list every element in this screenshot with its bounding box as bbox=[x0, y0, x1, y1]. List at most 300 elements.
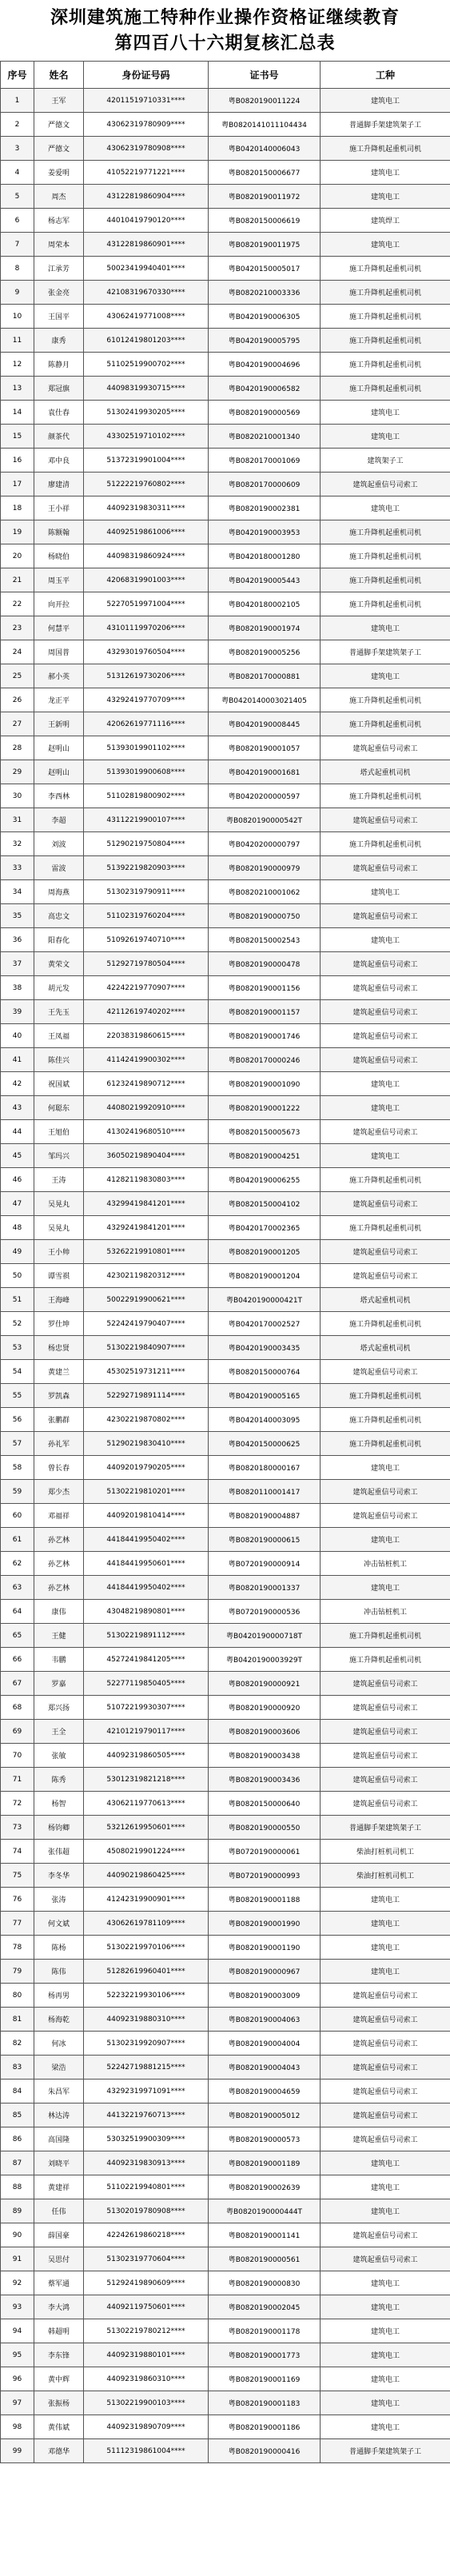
cell-name: 任伟 bbox=[34, 2199, 84, 2223]
cell-name: 王旭伯 bbox=[34, 1120, 84, 1144]
cell-job-type: 建筑电工 bbox=[321, 1576, 450, 1600]
cell-name: 杨钧卿 bbox=[34, 1816, 84, 1840]
cell-index: 50 bbox=[1, 1264, 34, 1288]
cell-name: 黄建兰 bbox=[34, 1360, 84, 1384]
table-row bbox=[1, 928, 450, 952]
cell-name: 严德文 bbox=[34, 113, 84, 137]
table-row bbox=[1, 1120, 450, 1144]
cell-id-number: 43062119770613**** bbox=[84, 1792, 209, 1816]
cell-certificate-number: 粤B0420190003929T bbox=[209, 1648, 321, 1672]
cell-job-type: 建筑电工 bbox=[321, 2295, 450, 2319]
cell-id-number: 51102219940801**** bbox=[84, 2175, 209, 2199]
cell-id-number: 44080219920910**** bbox=[84, 1096, 209, 1120]
table-row bbox=[1, 2032, 450, 2056]
cell-job-type: 建筑起重信号司索工 bbox=[321, 2103, 450, 2127]
cell-job-type: 建筑电工 bbox=[321, 2175, 450, 2199]
cell-name: 黄建祥 bbox=[34, 2175, 84, 2199]
review-summary-table bbox=[0, 61, 450, 2463]
cell-id-number: 51302219891112**** bbox=[84, 1624, 209, 1648]
header-id-number: 身份证号码 bbox=[84, 62, 209, 89]
cell-certificate-number: 粤B0420190005795 bbox=[209, 329, 321, 353]
cell-id-number: 44184419950601**** bbox=[84, 1552, 209, 1576]
cell-index: 44 bbox=[1, 1120, 34, 1144]
cell-certificate-number: 粤B0820190011975 bbox=[209, 233, 321, 257]
cell-name: 薛国豪 bbox=[34, 2223, 84, 2247]
table-row bbox=[1, 1840, 450, 1864]
cell-name: 胡元发 bbox=[34, 976, 84, 1000]
cell-certificate-number: 粤B0820190001974 bbox=[209, 616, 321, 640]
table-row bbox=[1, 1240, 450, 1264]
cell-id-number: 44184419950402**** bbox=[84, 1528, 209, 1552]
cell-certificate-number: 粤B0420190000421T bbox=[209, 1288, 321, 1312]
cell-name: 张敏 bbox=[34, 1744, 84, 1768]
cell-id-number: 51302219970106**** bbox=[84, 1936, 209, 1960]
cell-job-type: 建筑起重信号司索工 bbox=[321, 2008, 450, 2032]
cell-id-number: 61232419890712**** bbox=[84, 1072, 209, 1096]
cell-name: 陈杨 bbox=[34, 1936, 84, 1960]
cell-id-number: 51102819800902**** bbox=[84, 784, 209, 808]
cell-job-type: 建筑电工 bbox=[321, 2367, 450, 2391]
table-row bbox=[1, 2343, 450, 2367]
cell-certificate-number: 粤B0820190001746 bbox=[209, 1024, 321, 1048]
cell-index: 24 bbox=[1, 640, 34, 664]
cell-certificate-number: 粤B0420140003095 bbox=[209, 1408, 321, 1432]
cell-index: 47 bbox=[1, 1192, 34, 1216]
cell-index: 53 bbox=[1, 1336, 34, 1360]
cell-name: 龙正平 bbox=[34, 688, 84, 712]
cell-job-type: 建筑起重信号司索工 bbox=[321, 1120, 450, 1144]
cell-name: 邹玛兴 bbox=[34, 1144, 84, 1168]
cell-job-type: 建筑起重信号司索工 bbox=[321, 904, 450, 928]
table-row bbox=[1, 808, 450, 832]
cell-job-type: 建筑起重信号司索工 bbox=[321, 1000, 450, 1024]
cell-index: 2 bbox=[1, 113, 34, 137]
cell-job-type: 施工升降机起重机司机 bbox=[321, 1624, 450, 1648]
cell-job-type: 施工升降机起重机司机 bbox=[321, 544, 450, 568]
cell-name: 蔡军通 bbox=[34, 2271, 84, 2295]
cell-certificate-number: 粤B0820190004251 bbox=[209, 1144, 321, 1168]
cell-index: 21 bbox=[1, 568, 34, 592]
cell-index: 70 bbox=[1, 1744, 34, 1768]
cell-certificate-number: 粤B0820190002381 bbox=[209, 496, 321, 520]
table-row bbox=[1, 1768, 450, 1792]
table-row bbox=[1, 1528, 450, 1552]
cell-certificate-number: 粤B0820190001337 bbox=[209, 1576, 321, 1600]
cell-index: 91 bbox=[1, 2247, 34, 2271]
table-row bbox=[1, 736, 450, 760]
cell-name: 张鹏群 bbox=[34, 1408, 84, 1432]
cell-id-number: 41052219771221**** bbox=[84, 161, 209, 185]
cell-id-number: 43062319780909**** bbox=[84, 113, 209, 137]
cell-name: 高国隆 bbox=[34, 2127, 84, 2151]
cell-job-type: 施工升降机起重机司机 bbox=[321, 568, 450, 592]
cell-id-number: 53262219910801**** bbox=[84, 1240, 209, 1264]
cell-job-type: 施工升降机起重机司机 bbox=[321, 1648, 450, 1672]
cell-index: 84 bbox=[1, 2080, 34, 2103]
cell-name: 罗凯森 bbox=[34, 1384, 84, 1408]
cell-certificate-number: 粤B0820150000764 bbox=[209, 1360, 321, 1384]
cell-index: 28 bbox=[1, 736, 34, 760]
cell-index: 18 bbox=[1, 496, 34, 520]
cell-job-type: 建筑电工 bbox=[321, 664, 450, 688]
cell-certificate-number: 粤B0820190003436 bbox=[209, 1768, 321, 1792]
cell-id-number: 51302219840907**** bbox=[84, 1336, 209, 1360]
cell-certificate-number: 粤B0820190000569 bbox=[209, 401, 321, 425]
cell-index: 49 bbox=[1, 1240, 34, 1264]
cell-job-type: 施工升降机起重机司机 bbox=[321, 1408, 450, 1432]
cell-index: 72 bbox=[1, 1792, 34, 1816]
cell-index: 92 bbox=[1, 2271, 34, 2295]
table-row bbox=[1, 1720, 450, 1744]
cell-certificate-number: 粤B0420150005017 bbox=[209, 257, 321, 281]
cell-id-number: 44010419790120**** bbox=[84, 209, 209, 233]
table-row bbox=[1, 1168, 450, 1192]
cell-index: 63 bbox=[1, 1576, 34, 1600]
table-row bbox=[1, 1192, 450, 1216]
table-row bbox=[1, 1408, 450, 1432]
table-row bbox=[1, 544, 450, 568]
cell-name: 江承芳 bbox=[34, 257, 84, 281]
table-row bbox=[1, 185, 450, 209]
cell-job-type: 施工升降机起重机司机 bbox=[321, 257, 450, 281]
cell-job-type: 建筑起重信号司索工 bbox=[321, 2127, 450, 2151]
cell-index: 83 bbox=[1, 2056, 34, 2080]
table-row bbox=[1, 2391, 450, 2415]
cell-certificate-number: 粤B0820190001990 bbox=[209, 1912, 321, 1936]
table-row bbox=[1, 640, 450, 664]
cell-certificate-number: 粤B0420190006255 bbox=[209, 1168, 321, 1192]
table-row bbox=[1, 1264, 450, 1288]
cell-index: 71 bbox=[1, 1768, 34, 1792]
cell-name: 杨再男 bbox=[34, 1984, 84, 2008]
cell-certificate-number: 粤B0820190000573 bbox=[209, 2127, 321, 2151]
table-row bbox=[1, 1744, 450, 1768]
cell-certificate-number: 粤B0820210003336 bbox=[209, 281, 321, 305]
cell-job-type: 柴油打桩机司机工 bbox=[321, 1864, 450, 1888]
cell-certificate-number: 粤B0820150005673 bbox=[209, 1120, 321, 1144]
cell-certificate-number: 粤B0820190011972 bbox=[209, 185, 321, 209]
cell-name: 王先玉 bbox=[34, 1000, 84, 1024]
cell-job-type: 建筑电工 bbox=[321, 496, 450, 520]
cell-index: 82 bbox=[1, 2032, 34, 2056]
cell-name: 周杰 bbox=[34, 185, 84, 209]
cell-id-number: 42302219870802**** bbox=[84, 1408, 209, 1432]
cell-job-type: 施工升降机起重机司机 bbox=[321, 137, 450, 161]
table-row bbox=[1, 353, 450, 377]
table-row bbox=[1, 1288, 450, 1312]
header-certificate-number: 证书号 bbox=[209, 62, 321, 89]
cell-certificate-number: 粤B0820190001222 bbox=[209, 1096, 321, 1120]
table-row bbox=[1, 688, 450, 712]
cell-name: 陈静月 bbox=[34, 353, 84, 377]
cell-index: 48 bbox=[1, 1216, 34, 1240]
cell-name: 陈秀 bbox=[34, 1768, 84, 1792]
cell-certificate-number: 粤B0820190000615 bbox=[209, 1528, 321, 1552]
cell-certificate-number: 粤B0420190004696 bbox=[209, 353, 321, 377]
cell-id-number: 44184419950402**** bbox=[84, 1576, 209, 1600]
cell-index: 77 bbox=[1, 1912, 34, 1936]
table-row bbox=[1, 2008, 450, 2032]
table-row bbox=[1, 880, 450, 904]
cell-certificate-number: 粤B0820190001169 bbox=[209, 2367, 321, 2391]
table-row bbox=[1, 1072, 450, 1096]
table-row bbox=[1, 616, 450, 640]
cell-job-type: 施工升降机起重机司机 bbox=[321, 377, 450, 401]
cell-job-type: 建筑起重信号司索工 bbox=[321, 1240, 450, 1264]
cell-index: 88 bbox=[1, 2175, 34, 2199]
cell-job-type: 施工升降机起重机司机 bbox=[321, 832, 450, 856]
cell-name: 罗仕坤 bbox=[34, 1312, 84, 1336]
cell-name: 祝国斌 bbox=[34, 1072, 84, 1096]
cell-job-type: 普通脚手架建筑架子工 bbox=[321, 640, 450, 664]
cell-index: 61 bbox=[1, 1528, 34, 1552]
cell-job-type: 塔式起重机司机 bbox=[321, 1336, 450, 1360]
cell-name: 杨忠贤 bbox=[34, 1336, 84, 1360]
cell-index: 7 bbox=[1, 233, 34, 257]
cell-certificate-number: 粤B0820190004043 bbox=[209, 2056, 321, 2080]
cell-id-number: 42068319901003**** bbox=[84, 568, 209, 592]
cell-index: 81 bbox=[1, 2008, 34, 2032]
cell-index: 51 bbox=[1, 1288, 34, 1312]
cell-name: 王涛 bbox=[34, 1168, 84, 1192]
cell-id-number: 52242419790407**** bbox=[84, 1312, 209, 1336]
cell-name: 谭雪祺 bbox=[34, 1264, 84, 1288]
cell-name: 王海峰 bbox=[34, 1288, 84, 1312]
table-row bbox=[1, 2175, 450, 2199]
cell-job-type: 建筑起重信号司索工 bbox=[321, 1696, 450, 1720]
cell-certificate-number: 粤B0820190000967 bbox=[209, 1960, 321, 1984]
table-row bbox=[1, 520, 450, 544]
table-row bbox=[1, 592, 450, 616]
cell-id-number: 43293019760504**** bbox=[84, 640, 209, 664]
cell-index: 30 bbox=[1, 784, 34, 808]
cell-id-number: 52292719891114**** bbox=[84, 1384, 209, 1408]
cell-id-number: 50023419940401**** bbox=[84, 257, 209, 281]
cell-certificate-number: 粤B0820190001190 bbox=[209, 1936, 321, 1960]
table-row bbox=[1, 1624, 450, 1648]
cell-name: 姜爱明 bbox=[34, 161, 84, 185]
cell-job-type: 建筑电工 bbox=[321, 616, 450, 640]
cell-index: 37 bbox=[1, 952, 34, 976]
cell-job-type: 建筑起重信号司索工 bbox=[321, 2032, 450, 2056]
cell-name: 韦鹏 bbox=[34, 1648, 84, 1672]
table-row bbox=[1, 1000, 450, 1024]
cell-name: 吴晃丸 bbox=[34, 1192, 84, 1216]
cell-name: 黄中辉 bbox=[34, 2367, 84, 2391]
cell-id-number: 53012319821218**** bbox=[84, 1768, 209, 1792]
cell-name: 王小帅 bbox=[34, 1240, 84, 1264]
table-row bbox=[1, 1216, 450, 1240]
cell-job-type: 建筑起重信号司索工 bbox=[321, 976, 450, 1000]
cell-id-number: 43292419770709**** bbox=[84, 688, 209, 712]
cell-job-type: 施工升降机起重机司机 bbox=[321, 1168, 450, 1192]
cell-name: 李超 bbox=[34, 808, 84, 832]
cell-job-type: 建筑电工 bbox=[321, 401, 450, 425]
cell-index: 31 bbox=[1, 808, 34, 832]
cell-job-type: 施工升降机起重机司机 bbox=[321, 1312, 450, 1336]
cell-index: 52 bbox=[1, 1312, 34, 1336]
cell-index: 6 bbox=[1, 209, 34, 233]
cell-name: 杨海乾 bbox=[34, 2008, 84, 2032]
cell-id-number: 51302419930205**** bbox=[84, 401, 209, 425]
cell-name: 赵明山 bbox=[34, 736, 84, 760]
cell-certificate-number: 粤B0820190004063 bbox=[209, 2008, 321, 2032]
cell-index: 33 bbox=[1, 856, 34, 880]
table-row bbox=[1, 760, 450, 784]
cell-name: 李西林 bbox=[34, 784, 84, 808]
cell-certificate-number: 粤B0420180001280 bbox=[209, 544, 321, 568]
cell-name: 康秀 bbox=[34, 329, 84, 353]
cell-name: 何文斌 bbox=[34, 1912, 84, 1936]
cell-certificate-number: 粤B0420140003021405 bbox=[209, 688, 321, 712]
cell-name: 袁仕春 bbox=[34, 401, 84, 425]
cell-job-type: 普通脚手架建筑架子工 bbox=[321, 113, 450, 137]
cell-certificate-number: 粤B0820190001188 bbox=[209, 1888, 321, 1912]
cell-certificate-number: 粤B0820190001157 bbox=[209, 1000, 321, 1024]
cell-index: 11 bbox=[1, 329, 34, 353]
cell-certificate-number: 粤B0820150004102 bbox=[209, 1192, 321, 1216]
cell-job-type: 建筑起重信号司索工 bbox=[321, 1672, 450, 1696]
cell-certificate-number: 粤B0420170002527 bbox=[209, 1312, 321, 1336]
cell-certificate-number: 粤B0820190003009 bbox=[209, 1984, 321, 2008]
table-row bbox=[1, 1696, 450, 1720]
cell-index: 80 bbox=[1, 1984, 34, 2008]
cell-index: 65 bbox=[1, 1624, 34, 1648]
cell-job-type: 建筑电工 bbox=[321, 2271, 450, 2295]
cell-id-number: 42101219790117**** bbox=[84, 1720, 209, 1744]
table-row bbox=[1, 952, 450, 976]
cell-job-type: 建筑电工 bbox=[321, 2199, 450, 2223]
cell-id-number: 43292419841201**** bbox=[84, 1216, 209, 1240]
cell-id-number: 51222219760802**** bbox=[84, 473, 209, 496]
cell-job-type: 建筑电工 bbox=[321, 2343, 450, 2367]
table-body bbox=[1, 89, 450, 2463]
cell-id-number: 51282619960401**** bbox=[84, 1960, 209, 1984]
header-name: 姓名 bbox=[34, 62, 84, 89]
cell-id-number: 44092319880101**** bbox=[84, 2343, 209, 2367]
cell-id-number: 51302319790911**** bbox=[84, 880, 209, 904]
cell-job-type: 建筑起重信号司索工 bbox=[321, 1984, 450, 2008]
cell-name: 张伟超 bbox=[34, 1840, 84, 1864]
cell-certificate-number: 粤B0420190005165 bbox=[209, 1384, 321, 1408]
table-row bbox=[1, 2367, 450, 2391]
table-row bbox=[1, 2247, 450, 2271]
cell-name: 孙艺林 bbox=[34, 1576, 84, 1600]
table-row bbox=[1, 1600, 450, 1624]
cell-job-type: 建筑起重信号司索工 bbox=[321, 808, 450, 832]
cell-certificate-number: 粤B0820150000640 bbox=[209, 1792, 321, 1816]
cell-certificate-number: 粤B0420190005443 bbox=[209, 568, 321, 592]
cell-id-number: 43122819860904**** bbox=[84, 185, 209, 209]
cell-job-type: 建筑电工 bbox=[321, 1528, 450, 1552]
table-row bbox=[1, 1312, 450, 1336]
table-row bbox=[1, 1984, 450, 2008]
cell-index: 76 bbox=[1, 1888, 34, 1912]
cell-index: 67 bbox=[1, 1672, 34, 1696]
cell-certificate-number: 粤B0820190000542T bbox=[209, 808, 321, 832]
cell-id-number: 51372319901004**** bbox=[84, 449, 209, 473]
cell-job-type: 塔式起重机司机 bbox=[321, 1288, 450, 1312]
cell-name: 刘波 bbox=[34, 832, 84, 856]
cell-name: 严德文 bbox=[34, 137, 84, 161]
table-row bbox=[1, 425, 450, 449]
cell-id-number: 53212619950601**** bbox=[84, 1816, 209, 1840]
cell-name: 王小祥 bbox=[34, 496, 84, 520]
cell-index: 36 bbox=[1, 928, 34, 952]
cell-certificate-number: 粤B0820190001090 bbox=[209, 1072, 321, 1096]
cell-name: 刘晓平 bbox=[34, 2151, 84, 2175]
cell-id-number: 43112219900107**** bbox=[84, 808, 209, 832]
cell-id-number: 52242719881215**** bbox=[84, 2056, 209, 2080]
cell-name: 周国普 bbox=[34, 640, 84, 664]
header-job-type: 工种 bbox=[321, 62, 450, 89]
cell-index: 55 bbox=[1, 1384, 34, 1408]
cell-index: 32 bbox=[1, 832, 34, 856]
cell-name: 周海燕 bbox=[34, 880, 84, 904]
cell-id-number: 44092119750601**** bbox=[84, 2295, 209, 2319]
cell-id-number: 51290219750804**** bbox=[84, 832, 209, 856]
cell-name: 向开拉 bbox=[34, 592, 84, 616]
table-row bbox=[1, 233, 450, 257]
cell-id-number: 41242319900901**** bbox=[84, 1888, 209, 1912]
cell-job-type: 建筑起重信号司索工 bbox=[321, 856, 450, 880]
table-row bbox=[1, 1864, 450, 1888]
cell-job-type: 建筑起重信号司索工 bbox=[321, 1360, 450, 1384]
cell-certificate-number: 粤B0420190001681 bbox=[209, 760, 321, 784]
cell-id-number: 51302219900103**** bbox=[84, 2391, 209, 2415]
cell-job-type: 建筑起重信号司索工 bbox=[321, 1768, 450, 1792]
cell-job-type: 建筑起重信号司索工 bbox=[321, 1048, 450, 1072]
cell-certificate-number: 粤B0820170000246 bbox=[209, 1048, 321, 1072]
cell-name: 康伟 bbox=[34, 1600, 84, 1624]
cell-index: 98 bbox=[1, 2415, 34, 2439]
cell-id-number: 51302219810201**** bbox=[84, 1480, 209, 1504]
cell-certificate-number: 粤B0820190001204 bbox=[209, 1264, 321, 1288]
table-row bbox=[1, 856, 450, 880]
cell-certificate-number: 粤B0820190000550 bbox=[209, 1816, 321, 1840]
cell-job-type: 施工升降机起重机司机 bbox=[321, 1384, 450, 1408]
cell-job-type: 建筑电工 bbox=[321, 1072, 450, 1096]
cell-name: 王凤福 bbox=[34, 1024, 84, 1048]
cell-index: 89 bbox=[1, 2199, 34, 2223]
table-row bbox=[1, 1144, 450, 1168]
table-row bbox=[1, 1672, 450, 1696]
cell-job-type: 施工升降机起重机司机 bbox=[321, 712, 450, 736]
cell-certificate-number: 粤B0820190002639 bbox=[209, 2175, 321, 2199]
table-row bbox=[1, 1552, 450, 1576]
cell-name: 郑少杰 bbox=[34, 1480, 84, 1504]
cell-certificate-number: 粤B0820190000444T bbox=[209, 2199, 321, 2223]
cell-id-number: 42112619740202**** bbox=[84, 1000, 209, 1024]
cell-certificate-number: 粤B0820150006677 bbox=[209, 161, 321, 185]
cell-certificate-number: 粤B0420190006582 bbox=[209, 377, 321, 401]
cell-certificate-number: 粤B0820190001156 bbox=[209, 976, 321, 1000]
cell-id-number: 42302119820312**** bbox=[84, 1264, 209, 1288]
cell-job-type: 施工升降机起重机司机 bbox=[321, 353, 450, 377]
cell-name: 郝小英 bbox=[34, 664, 84, 688]
cell-certificate-number: 粤B0420190008445 bbox=[209, 712, 321, 736]
cell-index: 75 bbox=[1, 1864, 34, 1888]
cell-job-type: 建筑起重信号司索工 bbox=[321, 1744, 450, 1768]
table-row bbox=[1, 1096, 450, 1120]
header-index: 序号 bbox=[1, 62, 34, 89]
cell-index: 62 bbox=[1, 1552, 34, 1576]
cell-index: 87 bbox=[1, 2151, 34, 2175]
table-row bbox=[1, 2199, 450, 2223]
cell-index: 94 bbox=[1, 2319, 34, 2343]
cell-index: 74 bbox=[1, 1840, 34, 1864]
cell-certificate-number: 粤B0820190001186 bbox=[209, 2415, 321, 2439]
